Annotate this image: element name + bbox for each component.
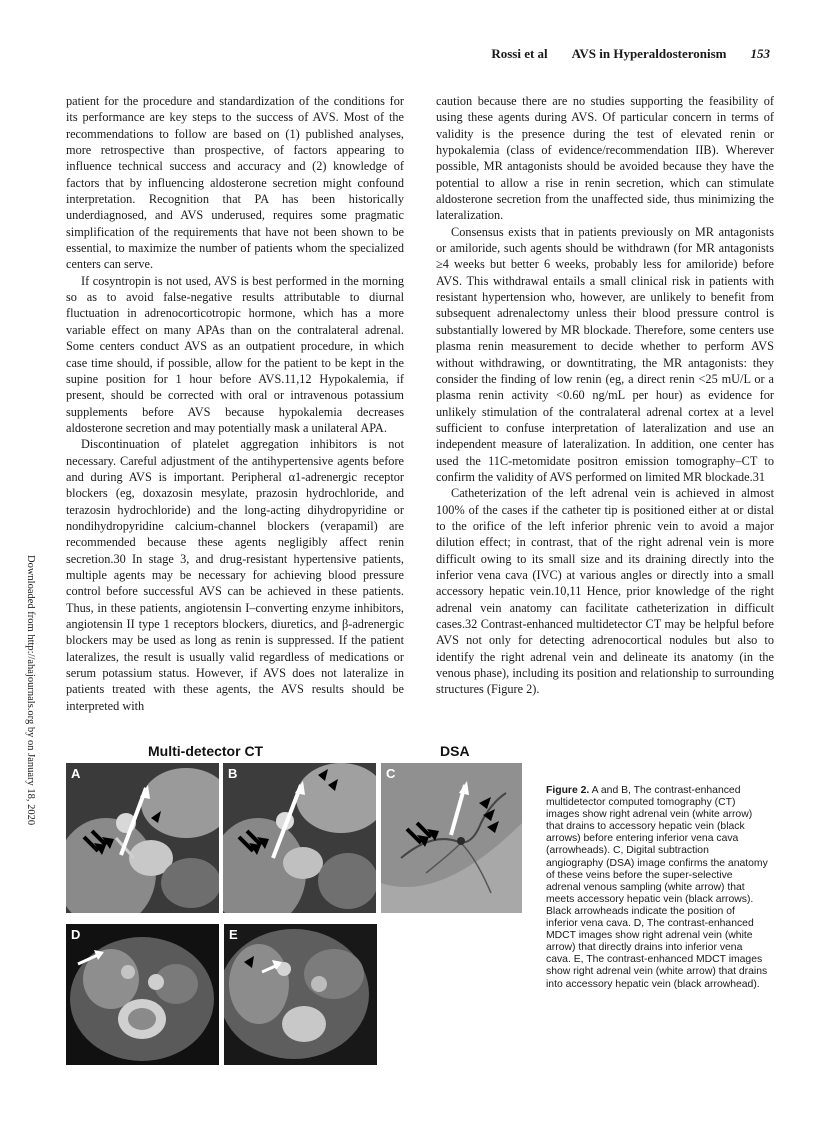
header-title: AVS in Hyperaldosteronism: [571, 46, 727, 61]
paragraph: If cosyntropin is not used, AVS is best performed in the morning so as to avoid false-negative results attributable to diurnal fluctuation in adrenocorticotropic hormone, which has a more variable effect on many APAs than on the contralateral adrenal. Some centers conduct AVS as an outpatient procedure, in which case time should, if possible, allow for the patient to be kept in the supine position for 1 hour before AVS.11,12 Hypokalemia, if present, should be corrected with oral or intravenous potassium supplements before AVS because hypokalemia decreases aldosterone secretion and may potentially mask a unilateral APA.: [66, 273, 404, 435]
panel-label-e: E: [229, 927, 238, 942]
panel-label-d: D: [71, 927, 81, 942]
download-sidebar: [22, 555, 38, 865]
figure-panel-d: [66, 924, 219, 1065]
figure-panel-b: [223, 763, 376, 913]
paragraph: Discontinuation of platelet aggregation inhibitors is not necessary. Careful adjustment of the antihypertensive agents before and during AVS is important. Peripheral α1-adrenergic receptor blockers (eg, doxazosin mesylate, prazosin hydrochloride, and terazosin hydrochloride) and the long-acting dihydropyridine or nondihydropyridine calcium-channel blockers (verapamil) are recommended because these agents negligibly affect renin secretion.30 In stage 3, and drug-resistant hypertensive patients, multiple agents may be necessary for achieving blood pressure control before successful AVS can be achieved in these patients. Thus, in these patients, angiotensin I–converting enzyme inhibitors, angiotensin II type 1 receptors blockers, diuretics, and β-adrenergic blockers may be used as long as renin is suppressed. If the patient lateralizes, the result is usually valid regardless of medications or serum potassium status. However, if AVS does not lateralize in patients treated with these agents, the AVS results should be interpreted with: [66, 437, 404, 713]
paragraph: Consensus exists that in patients previously on MR antagonists or amiloride, such agents should be withdrawn (for MR antagonists ≥4 weeks but better 6 weeks, probably less for amiloride) before AVS. This withdrawal entails a small clinical risk in patients with resistant hypertension who, however, are unlikely to benefit from subsequent adrenalectomy unless their blood pressure control is substantially lowered by MR blockade. Therefore, some centers use plasma renin measurement to decide whether to perform AVS without withdrawing, or downtitrating, the MR antagonists: they consider the finding of low renin (eg, a direct renin <25 mU/L or a plasma renin activity <0.60 ng/mL per hour) as evidence for unlikely stimulation of the contralateral adrenal cortex at a level sufficient to confuse interpretation of lateralization and use an independent measure of lateralization. In addition, one center has used the 11C-metomidate positron emission tomography–CT to confirm the validity of AVS performed on limited MR blockade.31: [436, 224, 774, 484]
panel-label-b: B: [228, 766, 238, 781]
header-authors: Rossi et al: [491, 46, 548, 61]
figure-label-dsa: DSA: [440, 743, 470, 759]
paragraph: patient for the procedure and standardization of the conditions for its performance are key steps to the success of AVS. Most of the recommendations to follow are based on (1) published analyses, more retrospective than prospective, of factors appearing to influence technical success and accuracy and (2) knowledge of factors that by influencing aldosterone secretion might confound interpretation. Recognition that PA has been historically underdiagnosed, and AVS underused, requires some pragmatic simplification of the requirements that have not been shown to be essential, to maximize the number of patients whom the specialized centers can serve.: [66, 94, 404, 272]
download-notice: Downloaded from http://ahajournals.org by on January 18, 2020: [25, 555, 36, 826]
running-header: [491, 46, 770, 62]
dsa-image-c: [381, 763, 522, 913]
caption-lead: Figure 2.: [546, 785, 590, 796]
figure-panel-e: [224, 924, 377, 1065]
figure-panel-c: [381, 763, 522, 913]
left-column: [66, 93, 404, 714]
panel-label-c: C: [386, 766, 396, 781]
ct-image-d: [66, 924, 219, 1065]
paragraph: caution because there are no studies supporting the feasibility of using these agents during AVS. Of particular concern in terms of validity is the presence during the test of elevated renin or hypokalemia (class of evidence/recommendation IIB). Wherever possible, MR antagonists should be avoided because they have the potential to allow a rise in renin secretion, which can stimulate aldosterone secretion from the unaffected side, thus minimizing the lateralization.: [436, 94, 774, 223]
figure-panel-a: [66, 763, 219, 913]
figure-caption: [546, 785, 768, 991]
right-column: [436, 93, 774, 698]
panel-label-a: A: [71, 766, 81, 781]
paragraph: Catheterization of the left adrenal vein is achieved in almost 100% of the cases if the catheter tip is positioned either at or distal to the orifice of the left inferior phrenic vein to avoid a major dilution effect; in contrast, that of the right adrenal vein is more difficult owing to its small size and its draining directly into the inferior vena cava (IVC) at various angles or directly into a small accessory hepatic vein.10,11 Hence, prior knowledge of the right adrenal vein anatomy can facilitate catheterization in difficult cases.32 Contrast-enhanced multidetector CT may be helpful before AVS not only for detecting adrenocortical nodules but also to identify the right adrenal vein and delineate its anatomy (in the venous phase), including its position and relationship to surrounding structures (Figure 2).: [436, 486, 774, 697]
ct-image-e: [224, 924, 377, 1065]
page-number: 153: [750, 46, 770, 61]
ct-image-a: [66, 763, 219, 913]
figure-label-ct: Multi-detector CT: [148, 743, 264, 759]
ct-image-b: [223, 763, 376, 913]
caption-text: A and B, The contrast-enhanced multidetector computed tomography (CT) images show right adrenal vein (white arrow) that drains to accessory hepatic vein (black arrows) before entering inferior vena cava (arrowheads). C, Digital subtraction angiography (DSA) image confirms the anatomy of these veins before the super-selective adrenal venous sampling (white arrow) that meets accessory hepatic vein (black arrows). Black arrowheads indicate the position of inferior vena cava. D, The contrast-enhanced MDCT images show right adrenal vein (white arrow) that directly drains into inferior vena cava. E, The contrast-enhanced MDCT images show right adrenal vein (white arrow) that drains into accessory hepatic vein (black arrowhead).: [546, 785, 768, 990]
